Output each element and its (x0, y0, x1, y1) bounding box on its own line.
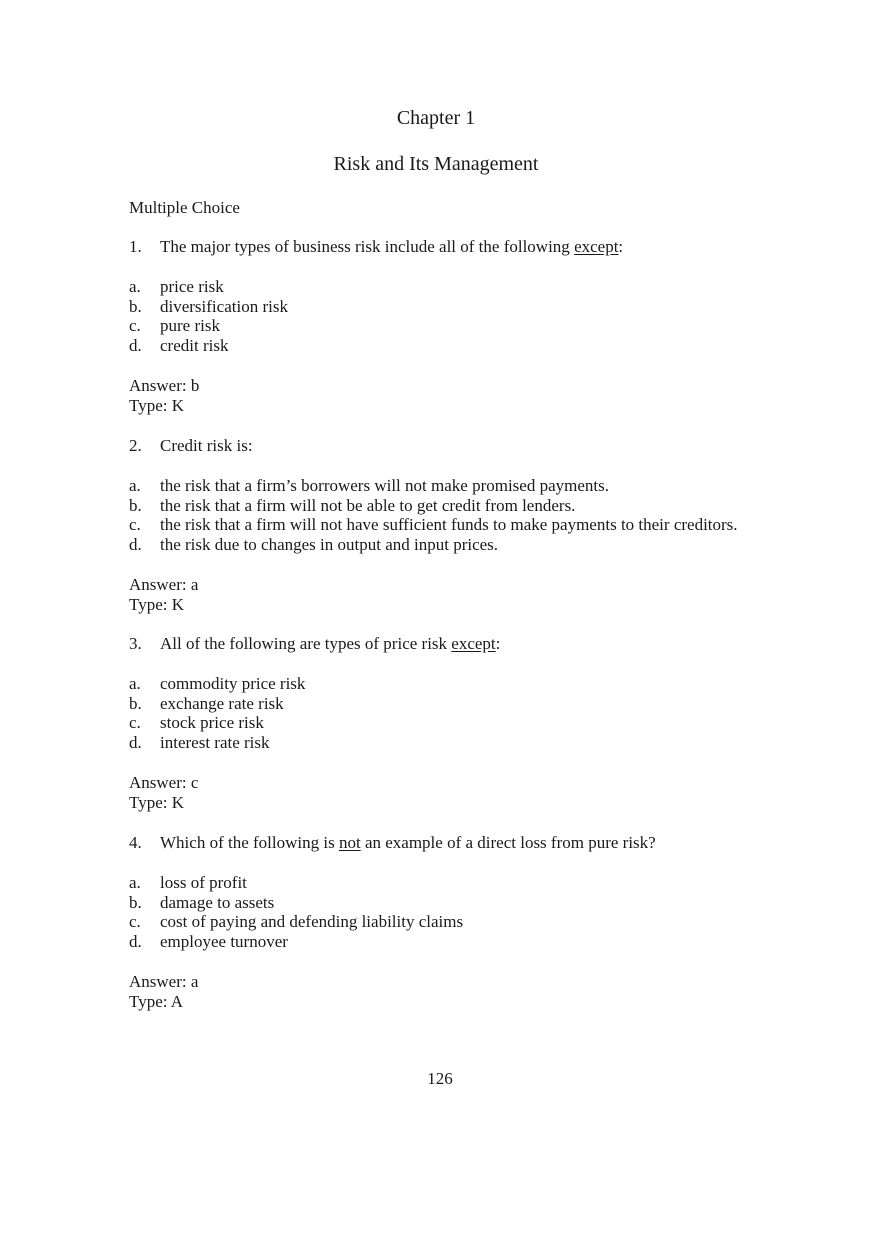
option-text: diversification risk (160, 296, 288, 316)
type-line: Type: K (129, 792, 184, 812)
option-item (129, 932, 789, 952)
option-item (129, 515, 789, 535)
option-item (129, 297, 789, 317)
option-text: damage to assets (160, 892, 275, 912)
question-stem (129, 833, 789, 853)
emphasis-word: except (574, 237, 619, 256)
option-letter: d. (129, 535, 142, 555)
option-text: the risk due to changes in output and input prices. (160, 535, 499, 555)
option-list (129, 476, 789, 555)
option-letter: b. (129, 892, 142, 912)
answer-block (129, 773, 789, 813)
option-item (129, 713, 789, 733)
option-text: cost of paying and defending liability claims (160, 912, 464, 932)
option-list (129, 674, 789, 753)
option-list (129, 873, 789, 952)
option-letter: c. (129, 713, 141, 733)
section-heading: Multiple Choice (129, 198, 240, 217)
answer-block (129, 575, 789, 615)
option-letter: c. (129, 515, 141, 535)
answer-line: Answer: b (129, 375, 200, 395)
option-item (129, 496, 789, 516)
answer-block (129, 376, 789, 416)
question-text: All of the following are types of price risk except: (160, 634, 501, 653)
emphasis-word: not (338, 833, 361, 852)
question-stem (129, 237, 789, 257)
option-item (129, 694, 789, 714)
question-number: 4. (129, 833, 142, 852)
option-text: commodity price risk (160, 673, 306, 693)
chapter-heading: Chapter 1 (396, 107, 476, 129)
option-letter: a. (129, 276, 141, 296)
option-letter: c. (129, 316, 141, 336)
option-item (129, 535, 789, 555)
option-letter: c. (129, 912, 141, 932)
question-text: The major types of business risk include all of the following except: (160, 237, 624, 256)
option-letter: b. (129, 296, 142, 316)
option-list (129, 277, 789, 356)
option-text: employee turnover (160, 932, 288, 952)
option-letter: d. (129, 336, 142, 356)
option-text: price risk (160, 276, 224, 296)
option-item (129, 336, 789, 356)
option-item (129, 893, 789, 913)
answer-line: Answer: c (129, 772, 199, 792)
option-text: exchange rate risk (160, 693, 284, 713)
question-4 (129, 833, 789, 1012)
option-letter: a. (129, 475, 141, 495)
question-number: 2. (129, 436, 142, 455)
option-letter: d. (129, 733, 142, 753)
answer-line: Answer: a (129, 574, 199, 594)
type-line: Type: K (129, 395, 184, 415)
option-item (129, 316, 789, 336)
answer-line: Answer: a (129, 971, 199, 991)
option-item (129, 873, 789, 893)
option-item (129, 912, 789, 932)
option-text: loss of profit (160, 872, 247, 892)
option-item (129, 277, 789, 297)
question-text: Which of the following is not an example of a direct loss from pure risk? (160, 833, 656, 852)
page-number: 126 (427, 1069, 453, 1088)
option-text: credit risk (160, 336, 229, 356)
option-text: pure risk (160, 316, 220, 336)
option-text: the risk that a firm will not have sufficient funds to make payments to their creditors. (160, 515, 738, 535)
option-letter: a. (129, 673, 141, 693)
option-item (129, 674, 789, 694)
option-text: stock price risk (160, 713, 264, 733)
question-text: Credit risk is: (160, 436, 253, 455)
question-stem (129, 436, 789, 456)
question-stem (129, 634, 789, 654)
option-text: the risk that a firm will not be able to get credit from lenders. (160, 495, 576, 515)
option-item (129, 476, 789, 496)
emphasis-word: except (451, 634, 496, 653)
option-text: the risk that a firm’s borrowers will not make promised payments. (160, 475, 609, 495)
option-letter: d. (129, 932, 142, 952)
question-number: 1. (129, 237, 142, 256)
question-2 (129, 436, 789, 615)
option-text: interest rate risk (160, 733, 270, 753)
question-1 (129, 237, 789, 416)
type-line: Type: A (129, 991, 184, 1011)
answer-block (129, 972, 789, 1012)
option-letter: a. (129, 872, 141, 892)
question-3 (129, 634, 789, 813)
question-number: 3. (129, 634, 142, 653)
option-item (129, 733, 789, 753)
chapter-title: Risk and Its Management (333, 153, 539, 175)
option-letter: b. (129, 495, 142, 515)
type-line: Type: K (129, 594, 184, 614)
option-letter: b. (129, 693, 142, 713)
